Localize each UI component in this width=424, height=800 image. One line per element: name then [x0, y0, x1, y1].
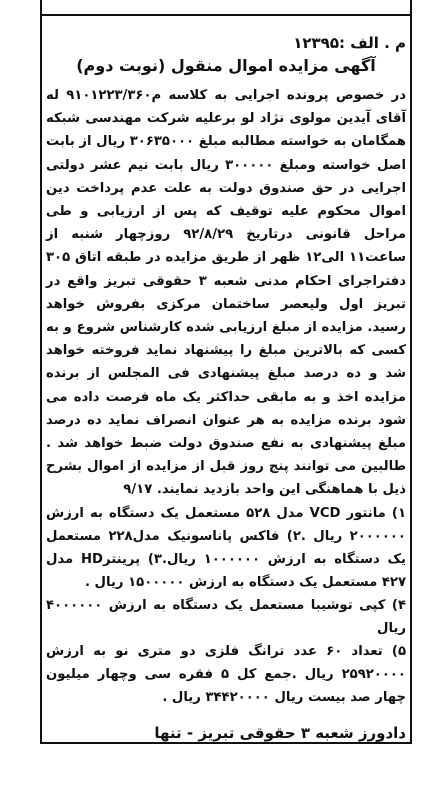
notice-title: آگهی مزایده اموال منقول (نوبت دوم) — [76, 56, 376, 75]
auction-item-4: ۴) کپی توشیبا مستعمل یک دستگاه به ارزش ۴۰۰۰۰۰۰ ریال — [46, 597, 406, 636]
notice-content — [46, 22, 406, 745]
auction-item-5: ۵) تعداد ۶۰ عدد ترانگ فلزی دو متری نو به ارزش ۲۵۹۲۰۰۰۰ ریال .جمع کل ۵ فقره سی وچهار میلیون چهار صد بیست ریال ۳۴۴۲۰۰۰۰ ریال . — [46, 643, 406, 705]
notice-reference: م . الف :۱۲۳۹۵ — [293, 34, 406, 52]
notice-signature: دادورز شعبه ۳ حقوقی تبریز - تنها — [154, 723, 406, 742]
notice-body: در خصوص پرونده اجرایی به کلاسه م۹۱۰۱۲۲۳/۳۶۰ له آقای آیدین مولوی نژاد لو برعلیه شرکت مهندسی شبکه همگامان به خواسته مطالبه مبلغ ۳۰۶۳۵۰۰۰ ریال از بابت اصل خواسته ومبلغ ۳۰۰۰۰۰ ریال بابت نیم عشر دولتی اجرایی در حق صندوق دولت به علت عدم پرداخت دین اموال محکوم علیه توقیف که پس از ارزیابی و طی مراحل قانونی درتاریخ ۹۲/۸/۲۹ روزچهار شنبه از ساعت۱۱ الی۱۲ ظهر از طریق مزایده در طبقه اتاق ۳۰۵ دفتراجرای احکام مدنی شعبه ۳ حقوقی تبریز واقع در تبریز اول ولیعصر ساختمان مرکزی بفروش خواهد رسید. مزایده از مبلغ ارزیابی شده کارشناس شروع و به کسی که بالاترین مبلغ را پیشنهاد نماید فروخته خواهد شد و ده درصد مبلغ پیشنهادی فی المجلس از برنده مزایده اخذ و به مابقی حداکثر یک ماه فرصت داده می شود برنده مزایده به هر عنوان انصراف نماید ده درصد مبلغ پیشنهادی به نفع صندوق دولت ضبط خواهد شد . طالبین می توانند پنج روز قبل از مزایده از اموال بشرح ذیل با هماهنگی این واحد بازدید نمایند. ۹/۱۷ — [46, 88, 407, 498]
auction-item-1-3: ۱) مانتور VCD مدل ۵۲۸ مستعمل یک دستگاه به ارزش ۲۰۰۰۰۰۰ ریال .۲) فاکس پاناسونیک مدل۲۲۸ مستعمل یک دستگاه به ارزش ۱۰۰۰۰۰۰ ریال.۳) پرینترHD مدل ۴۲۷ مستعمل یک دستگاه به ارزش ۱۵۰۰۰۰۰ ریال . — [46, 505, 406, 590]
